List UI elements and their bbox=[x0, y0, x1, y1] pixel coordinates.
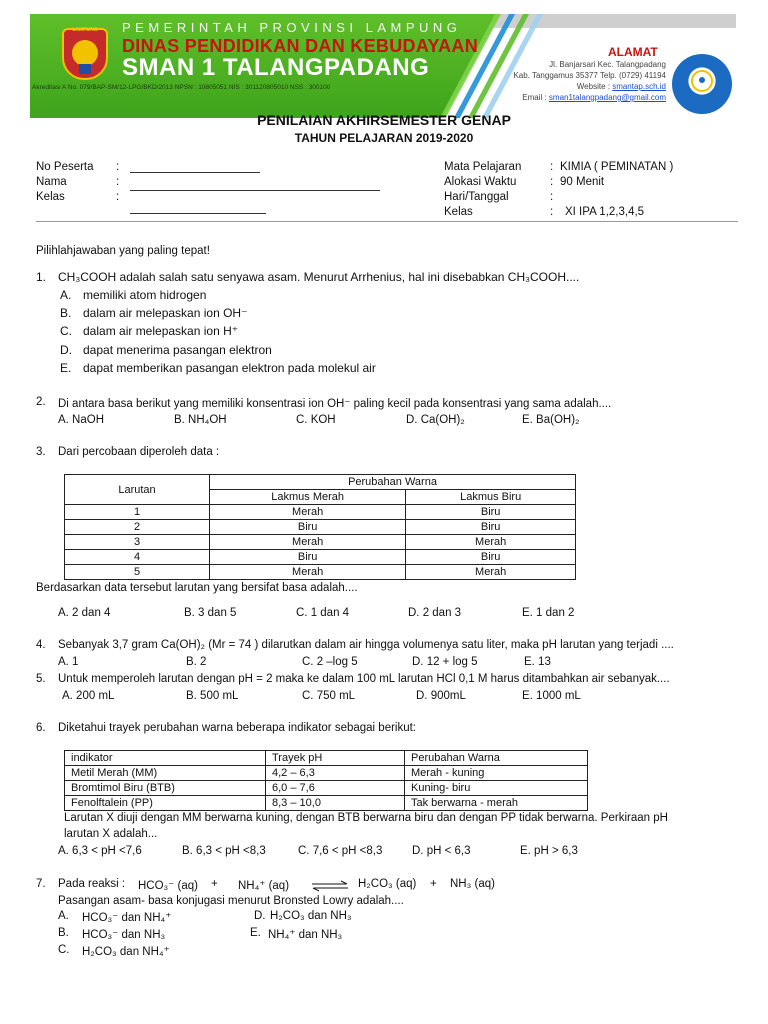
cell-indikator: Bromtimol Biru (BTB) bbox=[65, 781, 266, 796]
indicator-table bbox=[64, 750, 588, 811]
q1-option-e[interactable]: dapat memberikan pasangan elektron pada molekul air bbox=[83, 361, 376, 375]
option-label: B. bbox=[58, 927, 69, 939]
option-label: B. bbox=[60, 306, 72, 320]
q4-option-a[interactable]: A. 1 bbox=[58, 656, 79, 668]
cell-trayek: 6,0 – 7,6 bbox=[266, 781, 405, 796]
table-row bbox=[65, 796, 588, 811]
header-lakmus-merah: Lakmus Merah bbox=[210, 490, 406, 505]
id-label: Kelas bbox=[36, 191, 65, 203]
subject-value: KIMIA ( PEMINATAN ) bbox=[560, 161, 674, 173]
email-link[interactable]: sman1talangpadang@gmail.com bbox=[548, 93, 666, 102]
cell-indikator: Fenolftalein (PP) bbox=[65, 796, 266, 811]
litmus-table bbox=[64, 474, 576, 580]
q7-option-e[interactable]: NH₄⁺ dan NH₃ bbox=[268, 929, 343, 941]
q1-option-a[interactable]: memiliki atom hidrogen bbox=[83, 288, 207, 302]
cell-trayek: 4,2 – 6,3 bbox=[266, 766, 405, 781]
question-number: 4. bbox=[36, 639, 46, 651]
website-line bbox=[577, 82, 666, 91]
cell-merah: Merah bbox=[210, 535, 406, 550]
blank-line-kelas[interactable] bbox=[130, 213, 266, 214]
id-sep: : bbox=[550, 161, 554, 173]
id-sep: : bbox=[116, 191, 120, 203]
q7-reactant-1: HCO₃⁻ (aq) bbox=[138, 880, 198, 892]
duration-value: 90 Menit bbox=[560, 176, 605, 188]
q6-option-d[interactable]: D. pH < 6,3 bbox=[412, 845, 471, 857]
header-perubahan-warna: Perubahan Warna bbox=[405, 751, 588, 766]
address-title: ALAMAT bbox=[608, 45, 658, 59]
letterhead bbox=[30, 14, 736, 118]
q7-product-1: H₂CO₃ (aq) bbox=[358, 878, 417, 890]
cell-biru: Merah bbox=[406, 535, 576, 550]
logo-dot-icon bbox=[699, 77, 705, 83]
id-sep: : bbox=[550, 206, 554, 218]
q2-option-b[interactable]: B. NH₄OH bbox=[174, 414, 227, 426]
q1-option-d[interactable]: dapat menerima pasangan elektron bbox=[83, 343, 272, 357]
id-label: No Peserta bbox=[36, 161, 94, 173]
table-row bbox=[65, 520, 576, 535]
question-6-followup: Larutan X diuji dengan MM berwarna kuning, dengan BTB berwarna biru dan dengan PP tidak berwarna. Perkiraan pH bbox=[64, 812, 668, 824]
q2-option-d[interactable]: D. Ca(OH)₂ bbox=[406, 414, 465, 426]
cell-larutan: 3 bbox=[65, 535, 210, 550]
table-row bbox=[65, 550, 576, 565]
lampung-crest-logo bbox=[62, 28, 108, 80]
cell-larutan: 2 bbox=[65, 520, 210, 535]
cell-warna: Merah - kuning bbox=[405, 766, 588, 781]
question-number: 6. bbox=[36, 722, 46, 734]
exam-title: PENILAIAN AKHIRSEMESTER GENAP bbox=[257, 112, 511, 128]
cell-merah: Merah bbox=[210, 565, 406, 580]
exam-year: TAHUN PELAJARAN 2019-2020 bbox=[294, 131, 474, 145]
question-7-text: Pasangan asam- basa konjugasi menurut Bronsted Lowry adalah.... bbox=[58, 895, 404, 907]
cell-warna: Kuning- biru bbox=[405, 781, 588, 796]
question-2-text: Di antara basa berikut yang memiliki konsentrasi ion OH⁻ paling kecil pada konsentrasi yang sama adalah.... bbox=[58, 398, 612, 410]
blank-line-nama[interactable] bbox=[130, 190, 380, 191]
cell-merah: Biru bbox=[210, 550, 406, 565]
equilibrium-arrow-icon bbox=[310, 880, 350, 892]
cell-indikator: Metil Merah (MM) bbox=[65, 766, 266, 781]
q7-option-c[interactable]: H₂CO₃ dan NH₄⁺ bbox=[82, 946, 170, 958]
address-line: Jl. Banjarsari Kec. Talangpadang bbox=[549, 60, 666, 69]
q6-option-e[interactable]: E. pH > 6,3 bbox=[520, 845, 578, 857]
address-line: Kab. Tanggamus 35377 Telp. (0729) 41194 bbox=[513, 71, 666, 80]
cell-biru: Biru bbox=[406, 550, 576, 565]
q7-plus: + bbox=[430, 878, 437, 890]
q3-option-a[interactable]: A. 2 dan 4 bbox=[58, 607, 111, 619]
q7-plus: + bbox=[211, 878, 218, 890]
question-number: 3. bbox=[36, 446, 46, 458]
option-label: C. bbox=[60, 324, 72, 338]
q6-option-c[interactable]: C. 7,6 < pH <8,3 bbox=[298, 845, 383, 857]
q7-reactant-2: NH₄⁺ (aq) bbox=[238, 880, 290, 892]
option-label: E. bbox=[60, 361, 72, 375]
blank-line-no-peserta[interactable] bbox=[130, 172, 260, 173]
q5-option-d[interactable]: D. 900mL bbox=[416, 690, 466, 702]
id-label: Mata Pelajaran bbox=[444, 161, 522, 173]
question-number: 1. bbox=[36, 270, 47, 284]
q4-option-c[interactable]: C. 2 –log 5 bbox=[302, 656, 358, 668]
question-6-followup: larutan X adalah... bbox=[64, 828, 158, 840]
id-label: Kelas bbox=[444, 206, 473, 218]
option-label: E. bbox=[250, 927, 261, 939]
table-row bbox=[65, 781, 588, 796]
table-row bbox=[65, 535, 576, 550]
header-larutan: Larutan bbox=[65, 475, 210, 505]
class-value: XI IPA 1,2,3,4,5 bbox=[565, 206, 645, 218]
cell-merah: Merah bbox=[210, 505, 406, 520]
q1-option-c[interactable]: dalam air melepaskan ion H⁺ bbox=[83, 324, 239, 338]
table-row bbox=[65, 505, 576, 520]
option-label: A. bbox=[58, 910, 69, 922]
accreditation-line: Akreditasi A No. 079/BAP-SM/12-LPG/BKD/2013 NPSN : 10805051 NIS : 301120805010 NSS : 300100 bbox=[32, 84, 331, 91]
option-label: C. bbox=[58, 944, 70, 956]
question-number: 2. bbox=[36, 396, 46, 408]
q2-option-c[interactable]: C. KOH bbox=[296, 414, 336, 426]
q3-option-d[interactable]: D. 2 dan 3 bbox=[408, 607, 462, 619]
q4-option-d[interactable]: D. 12 + log 5 bbox=[412, 656, 478, 668]
q6-option-a[interactable]: A. 6,3 < pH <7,6 bbox=[58, 845, 142, 857]
table-header-row bbox=[65, 751, 588, 766]
header-lakmus-biru: Lakmus Biru bbox=[406, 490, 576, 505]
q7-option-b[interactable]: HCO₃⁻ dan NH₃ bbox=[82, 929, 166, 941]
q5-option-b[interactable]: B. 500 mL bbox=[186, 690, 239, 702]
cell-larutan: 1 bbox=[65, 505, 210, 520]
email-line bbox=[522, 93, 666, 102]
option-label: D. bbox=[254, 910, 266, 922]
cell-larutan: 5 bbox=[65, 565, 210, 580]
header-trayek-ph: Trayek pH bbox=[266, 751, 405, 766]
id-sep: : bbox=[116, 176, 120, 188]
question-3-followup: Berdasarkan data tersebut larutan yang bersifat basa adalah.... bbox=[36, 582, 358, 594]
question-5-text: Untuk memperoleh larutan dengan pH = 2 maka ke dalam 100 mL larutan HCl 0,1 M harus ditambahkan air sebanyak.... bbox=[58, 673, 670, 685]
id-label: Hari/Tanggal bbox=[444, 191, 509, 203]
q6-option-b[interactable]: B. 6,3 < pH <8,3 bbox=[182, 845, 266, 857]
cell-trayek: 8,3 – 10,0 bbox=[266, 796, 405, 811]
q5-option-a[interactable]: A. 200 mL bbox=[62, 690, 115, 702]
cell-biru: Biru bbox=[406, 505, 576, 520]
crest-label: LAMPUNG bbox=[72, 27, 98, 33]
identity-divider bbox=[36, 221, 738, 222]
q7-label: Pada reaksi : bbox=[58, 878, 126, 890]
table-row bbox=[65, 565, 576, 580]
option-label: A. bbox=[60, 288, 72, 302]
question-4-text: Sebanyak 3,7 gram Ca(OH)₂ (Mr = 74 ) dilarutkan dalam air hingga volumenya satu liter, maka pH larutan yang terjadi .... bbox=[58, 639, 674, 651]
question-1-text: CH₃COOH adalah salah satu senyawa asam. Menurut Arrhenius, hal ini disebabkan CH₃COOH.... bbox=[58, 270, 580, 284]
instruction: Pilihlahjawaban yang paling tepat! bbox=[36, 245, 210, 257]
cell-biru: Merah bbox=[406, 565, 576, 580]
office-name: DINAS PENDIDIKAN DAN KEBUDAYAAN bbox=[122, 36, 479, 56]
q1-option-b[interactable]: dalam air melepaskan ion OH⁻ bbox=[83, 306, 248, 320]
email-label: Email : bbox=[522, 93, 549, 102]
q7-option-d[interactable]: H₂CO₃ dan NH₃ bbox=[270, 910, 352, 922]
question-6-text: Diketahui trayek perubahan warna beberapa indikator sebagai berikut: bbox=[58, 722, 417, 734]
id-label: Alokasi Waktu bbox=[444, 176, 517, 188]
question-number: 5. bbox=[36, 673, 46, 685]
q7-product-2: NH₃ (aq) bbox=[450, 878, 495, 890]
id-sep: : bbox=[116, 161, 120, 173]
id-sep: : bbox=[550, 176, 554, 188]
q4-option-e[interactable]: E. 13 bbox=[524, 656, 551, 668]
q3-option-c[interactable]: C. 1 dan 4 bbox=[296, 607, 350, 619]
question-number: 7. bbox=[36, 878, 46, 890]
q7-option-a[interactable]: HCO₃⁻ dan NH₄⁺ bbox=[82, 912, 172, 924]
cell-larutan: 4 bbox=[65, 550, 210, 565]
table-row bbox=[65, 766, 588, 781]
cell-warna: Tak berwarna - merah bbox=[405, 796, 588, 811]
q2-option-a[interactable]: A. NaOH bbox=[58, 414, 105, 426]
q3-option-e[interactable]: E. 1 dan 2 bbox=[522, 607, 575, 619]
q2-option-e[interactable]: E. Ba(OH)₂ bbox=[522, 414, 580, 426]
id-sep: : bbox=[550, 191, 554, 203]
header-perubahan-warna: Perubahan Warna bbox=[210, 475, 576, 490]
school-name: SMAN 1 TALANGPADANG bbox=[122, 54, 430, 81]
option-label: D. bbox=[60, 343, 72, 357]
cell-merah: Biru bbox=[210, 520, 406, 535]
q3-option-b[interactable]: B. 3 dan 5 bbox=[184, 607, 237, 619]
q5-option-e[interactable]: E. 1000 mL bbox=[522, 690, 581, 702]
province-name: PEMERINTAH PROVINSI LAMPUNG bbox=[122, 20, 462, 35]
question-3-text: Dari percobaan diperoleh data : bbox=[58, 446, 220, 458]
header-indikator: indikator bbox=[65, 751, 266, 766]
q5-option-c[interactable]: C. 750 mL bbox=[302, 690, 356, 702]
cell-biru: Biru bbox=[406, 520, 576, 535]
id-label: Nama bbox=[36, 176, 67, 188]
website-label: Website : bbox=[576, 82, 613, 91]
website-link[interactable]: smantap.sch.id bbox=[612, 82, 666, 91]
q4-option-b[interactable]: B. 2 bbox=[186, 656, 207, 668]
